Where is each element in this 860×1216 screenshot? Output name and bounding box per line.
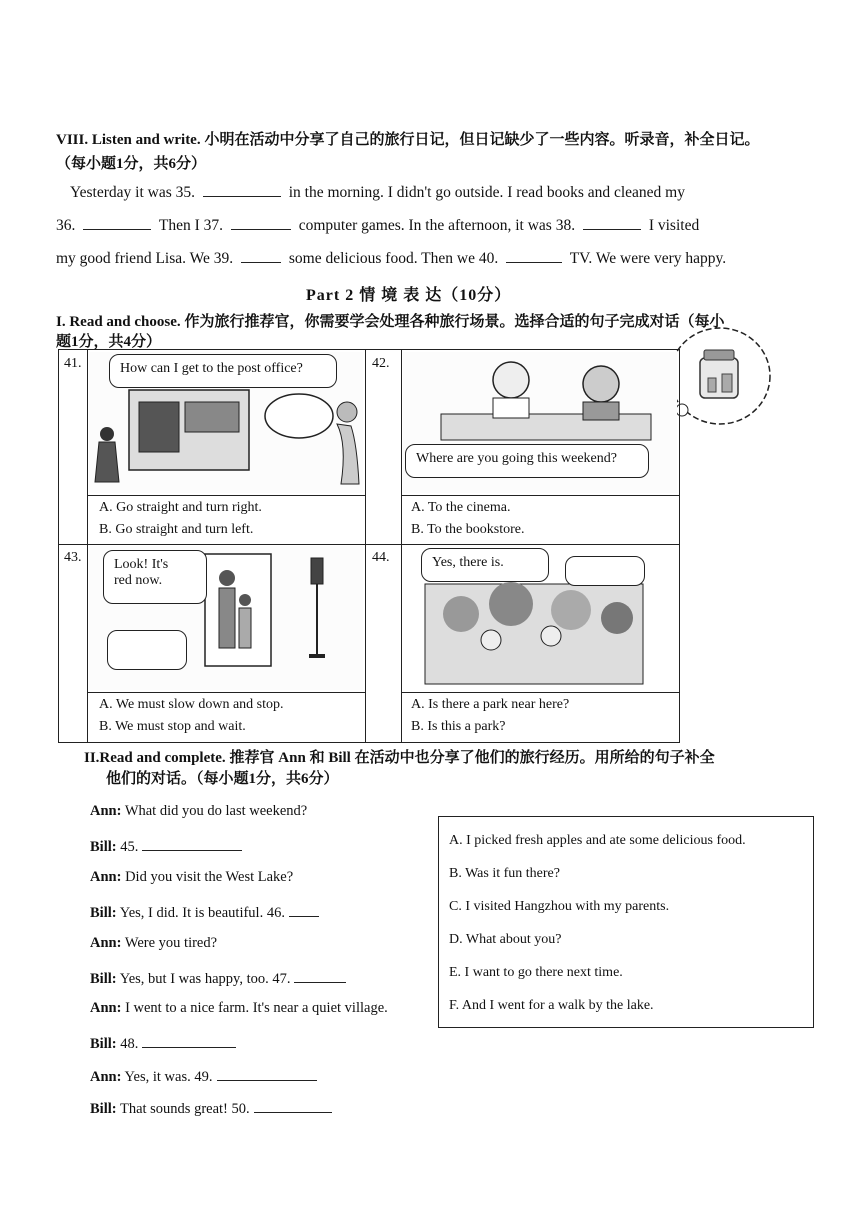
part2-title: Part 2 情 境 表 达（10分）	[306, 287, 512, 304]
dialog-line-1	[90, 803, 307, 820]
diary-text: 36.	[56, 217, 76, 234]
dialog-line-4	[90, 902, 323, 922]
option-42-b[interactable]: B. To the bookstore.	[411, 522, 525, 537]
option-43-a[interactable]: A. We must slow down and stop.	[99, 697, 284, 712]
section2-title-line	[84, 746, 715, 767]
option-41-a[interactable]: A. Go straight and turn right.	[99, 500, 262, 515]
empty-answer-bubble-43[interactable]	[107, 630, 187, 670]
answer-blank-40[interactable]	[506, 248, 562, 263]
speech-bubble-43-line1: Look! It's	[114, 557, 169, 572]
dialog-text: Were you tired?	[124, 935, 218, 951]
speaker: Ann:	[90, 935, 122, 951]
option-44-a[interactable]: A. Is there a park near here?	[411, 697, 570, 712]
item-number-44: 44.	[372, 550, 390, 565]
sentence-option-a: A. I picked fresh apples and ate some delicious food.	[449, 833, 746, 848]
dialog-text: Yes, but I was happy, too. 47.	[119, 971, 291, 987]
option-41-b[interactable]: B. Go straight and turn left.	[99, 522, 254, 537]
section2-instruction: 推荐官 Ann 和 Bill 在活动中也分享了他们的旅行经历。用所给的句子补全	[229, 750, 715, 766]
speaker: Bill:	[90, 1101, 117, 1117]
speech-bubble-43	[103, 550, 207, 604]
sentence-options-box	[438, 816, 814, 1028]
speech-bubble-43-line2: red now.	[114, 573, 163, 588]
answer-blank-36[interactable]	[83, 215, 151, 230]
dialog-text: That sounds great! 50.	[119, 1101, 250, 1117]
dialog-text: I went to a nice farm. It's near a quiet village.	[125, 1000, 388, 1016]
section8-line3	[56, 248, 726, 268]
speaker: Bill:	[90, 971, 117, 987]
option-44-b[interactable]: B. Is this a park?	[411, 719, 506, 734]
option-43-b[interactable]: B. We must stop and wait.	[99, 719, 246, 734]
diary-text: in the morning. I didn't go outside. I read books and cleaned my	[288, 184, 685, 201]
speaker: Bill:	[90, 839, 117, 855]
dialog-line-8	[90, 1033, 240, 1053]
section8-heading: VIII. Listen and write.	[56, 132, 201, 148]
answer-blank-38[interactable]	[583, 215, 641, 230]
dialog-text: Did you visit the West Lake?	[125, 869, 294, 885]
answer-blank-35[interactable]	[203, 182, 281, 197]
dialog-line-5	[90, 935, 217, 952]
speech-bubble-44: Yes, there is.	[421, 548, 549, 582]
sentence-option-f: F. And I went for a walk by the lake.	[449, 998, 654, 1013]
answer-blank-46[interactable]	[289, 902, 319, 917]
dialog-line-7	[90, 1000, 388, 1017]
speaker: Ann:	[90, 1069, 122, 1085]
speech-bubble-41: How can I get to the post office?	[109, 354, 337, 388]
section1-instruction-cont: 题1分，共4分）	[56, 334, 162, 350]
dialog-line-6	[90, 968, 350, 988]
dialog-text: What did you do last weekend?	[124, 803, 308, 819]
answer-blank-48[interactable]	[142, 1033, 236, 1048]
item-number-43: 43.	[64, 550, 82, 565]
speech-bubble-42: Where are you going this weekend?	[405, 444, 649, 478]
speaker: Ann:	[90, 869, 122, 885]
answer-blank-49[interactable]	[217, 1066, 317, 1081]
diary-text: computer games. In the afternoon, it was 38.	[298, 217, 576, 234]
dialog-text: Yes, I did. It is beautiful. 46.	[119, 905, 285, 921]
sentence-option-d: D. What about you?	[449, 932, 562, 947]
diary-text: some delicious food. Then we 40.	[288, 250, 499, 267]
section8-line2	[56, 215, 699, 235]
section8-title-line	[56, 128, 760, 149]
dialog-line-10	[90, 1098, 336, 1118]
speaker: Bill:	[90, 1036, 117, 1052]
answer-blank-47[interactable]	[294, 968, 346, 983]
sentence-option-c: C. I visited Hangzhou with my parents.	[449, 899, 670, 914]
section8-score: （每小题1分，共6分）	[56, 156, 207, 172]
section8-line1	[70, 182, 685, 202]
item-number-41: 41.	[64, 356, 82, 371]
sentence-option-e: E. I want to go there next time.	[449, 965, 623, 980]
dialog-text: Yes, it was. 49.	[124, 1069, 213, 1085]
diary-text: I visited	[648, 217, 700, 234]
section8-instruction: 小明在活动中分享了自己的旅行日记，但日记缺少了一些内容。听录音，补全日记。	[204, 132, 760, 148]
speaker: Ann:	[90, 803, 122, 819]
answer-blank-45[interactable]	[142, 836, 242, 851]
diary-text: Yesterday it was 35.	[70, 184, 195, 201]
section1-title-line	[56, 310, 725, 331]
dialog-text: 45.	[120, 839, 139, 855]
section2-heading: II.Read and complete.	[84, 750, 226, 766]
option-42-a[interactable]: A. To the cinema.	[411, 500, 511, 515]
diary-text: Then I 37.	[158, 217, 223, 234]
dialog-line-3	[90, 869, 293, 886]
dialog-text: 48.	[120, 1036, 139, 1052]
section2-instruction-cont: 他们的对话。（每小题1分，共6分）	[106, 771, 339, 787]
answer-blank-50[interactable]	[254, 1098, 332, 1113]
choose-grid	[58, 349, 680, 743]
section1-instruction: 作为旅行推荐官，你需要学会处理各种旅行场景。选择合适的句子完成对话（每小	[184, 314, 725, 330]
diary-text: my good friend Lisa. We 39.	[56, 250, 234, 267]
sentence-option-b: B. Was it fun there?	[449, 866, 560, 881]
empty-answer-bubble-44[interactable]	[565, 556, 645, 586]
thought-bubble-picture	[664, 318, 774, 430]
diary-text: TV. We were very happy.	[569, 250, 727, 267]
speaker: Ann:	[90, 1000, 122, 1016]
speaker: Bill:	[90, 905, 117, 921]
dialog-line-9	[90, 1066, 321, 1086]
answer-blank-37[interactable]	[231, 215, 291, 230]
section1-heading: I. Read and choose.	[56, 314, 181, 330]
answer-blank-39[interactable]	[241, 248, 281, 263]
dialog-line-2	[90, 836, 246, 856]
item-number-42: 42.	[372, 356, 390, 371]
